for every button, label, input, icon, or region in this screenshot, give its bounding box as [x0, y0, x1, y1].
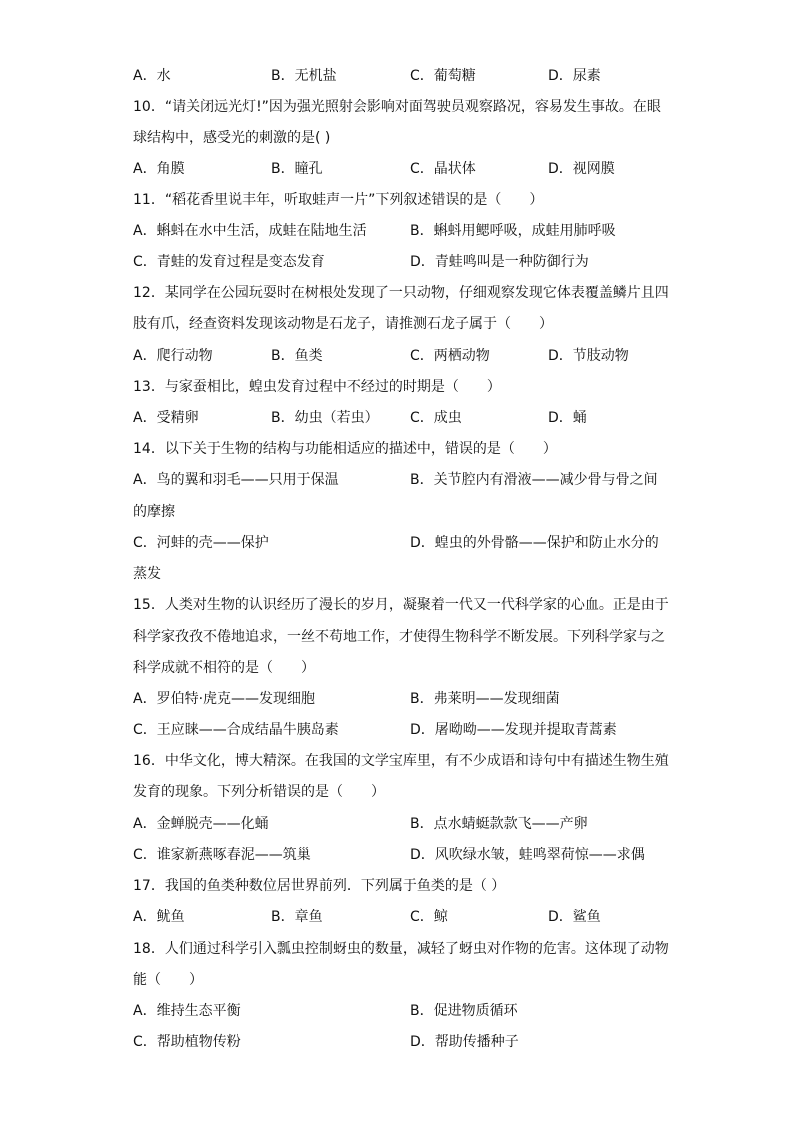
q12-option-c: C．两栖动物 — [410, 348, 490, 364]
q14-option-d: D．蝗虫的外骨骼——保护和防止水分的 — [410, 535, 659, 551]
q12-stem-line2: 肢有爪，经查资料发现该动物是石龙子，请推测石龙子属于（ ） — [133, 316, 553, 332]
q11-option-b: B．蝌蚪用鳃呼吸，成蛙用肺呼吸 — [410, 223, 616, 239]
q13-option-c: C．成虫 — [410, 410, 462, 426]
q13-option-d: D．蛹 — [548, 410, 587, 426]
q13-stem: 13．与家蚕相比，蝗虫发育过程中不经过的时期是（ ） — [133, 379, 501, 395]
q15-option-b: B．弗莱明——发现细菌 — [410, 691, 560, 707]
q14-stem: 14．以下关于生物的结构与功能相适应的描述中，错误的是（ ） — [133, 441, 557, 457]
q17-stem: 17．我国的鱼类种数位居世界前列．下列属于鱼类的是（ ） — [133, 878, 506, 894]
q9-option-a: A．水 — [133, 68, 171, 84]
q14-option-b-cont: 的摩擦 — [133, 504, 175, 520]
q12-option-d: D．节肢动物 — [548, 348, 629, 364]
q18-stem-line2: 能（ ） — [133, 972, 203, 988]
q10-option-b: B．瞳孔 — [271, 161, 323, 177]
q14-option-d-cont: 蒸发 — [133, 566, 161, 582]
q10-stem-line1: 10．“请关闭远光灯!”因为强光照射会影响对面驾驶员观察路况，容易发生事故。在眼 — [133, 99, 661, 115]
q11-option-a: A．蝌蚪在水中生活，成蛙在陆地生活 — [133, 223, 367, 239]
q18-stem-line1: 18．人们通过科学引入瓢虫控制蚜虫的数量，减轻了蚜虫对作物的危害。这体现了动物 — [133, 941, 669, 957]
q15-stem-line1: 15．人类对生物的认识经历了漫长的岁月，凝聚着一代又一代科学家的心血。正是由于 — [133, 597, 669, 613]
q11-option-c: C．青蛙的发育过程是变态发育 — [133, 254, 325, 270]
q10-stem-line2: 球结构中，感受光的刺激的是( ) — [133, 130, 331, 146]
q16-option-a: A．金蝉脱壳——化蛹 — [133, 816, 269, 832]
q9-option-b: B．无机盐 — [271, 68, 337, 84]
q18-option-a: A．维持生态平衡 — [133, 1003, 241, 1019]
q18-option-d: D．帮助传播种子 — [410, 1034, 519, 1050]
q12-stem-line1: 12．某同学在公园玩耍时在树根处发现了一只动物，仔细观察发现它体表覆盖鳞片且四 — [133, 285, 669, 301]
q17-option-b: B．章鱼 — [271, 909, 323, 925]
q10-option-c: C．晶状体 — [410, 161, 476, 177]
q11-stem: 11．“稻花香里说丰年，听取蛙声一片”下列叙述错误的是（ ） — [133, 192, 544, 208]
q11-option-d: D．青蛙鸣叫是一种防御行为 — [410, 254, 589, 270]
q15-option-d: D．屠呦呦——发现并提取青蒿素 — [410, 722, 617, 738]
q16-option-b: B．点水蜻蜓款款飞——产卵 — [410, 816, 588, 832]
q17-option-c: C．鲸 — [410, 909, 448, 925]
q10-option-d: D．视网膜 — [548, 161, 615, 177]
q9-option-c: C．葡萄糖 — [410, 68, 476, 84]
q10-option-a: A．角膜 — [133, 161, 185, 177]
q16-option-d: D．风吹绿水皱，蛙鸣翠荷惊——求偶 — [410, 847, 645, 863]
q15-option-c: C．王应睐——合成结晶牛胰岛素 — [133, 722, 339, 738]
q9-option-d: D．尿素 — [548, 68, 601, 84]
q17-option-d: D．鲨鱼 — [548, 909, 601, 925]
q16-stem-line1: 16．中华文化，博大精深。在我国的文学宝库里，有不少成语和诗句中有描述生物生殖 — [133, 753, 669, 769]
q14-option-a: A．鸟的翼和羽毛——只用于保温 — [133, 472, 339, 488]
q14-option-c: C．河蚌的壳——保护 — [133, 535, 269, 551]
q15-stem-line3: 科学成就不相符的是（ ） — [133, 660, 315, 676]
q13-option-b: B．幼虫（若虫） — [271, 410, 379, 426]
q17-option-a: A．鱿鱼 — [133, 909, 185, 925]
q16-stem-line2: 发育的现象。下列分析错误的是（ ） — [133, 784, 385, 800]
q15-option-a: A．罗伯特·虎克——发现细胞 — [133, 691, 316, 707]
q18-option-b: B．促进物质循环 — [410, 1003, 518, 1019]
q15-stem-line2: 科学家孜孜不倦地追求，一丝不苟地工作，才使得生物科学不断发展。下列科学家与之 — [133, 629, 665, 645]
q18-option-c: C．帮助植物传粉 — [133, 1034, 241, 1050]
q16-option-c: C．谁家新燕啄春泥——筑巢 — [133, 847, 311, 863]
q13-option-a: A．受精卵 — [133, 410, 199, 426]
q12-option-b: B．鱼类 — [271, 348, 323, 364]
q14-option-b: B．关节腔内有滑液——减少骨与骨之间 — [410, 472, 658, 488]
q12-option-a: A．爬行动物 — [133, 348, 213, 364]
